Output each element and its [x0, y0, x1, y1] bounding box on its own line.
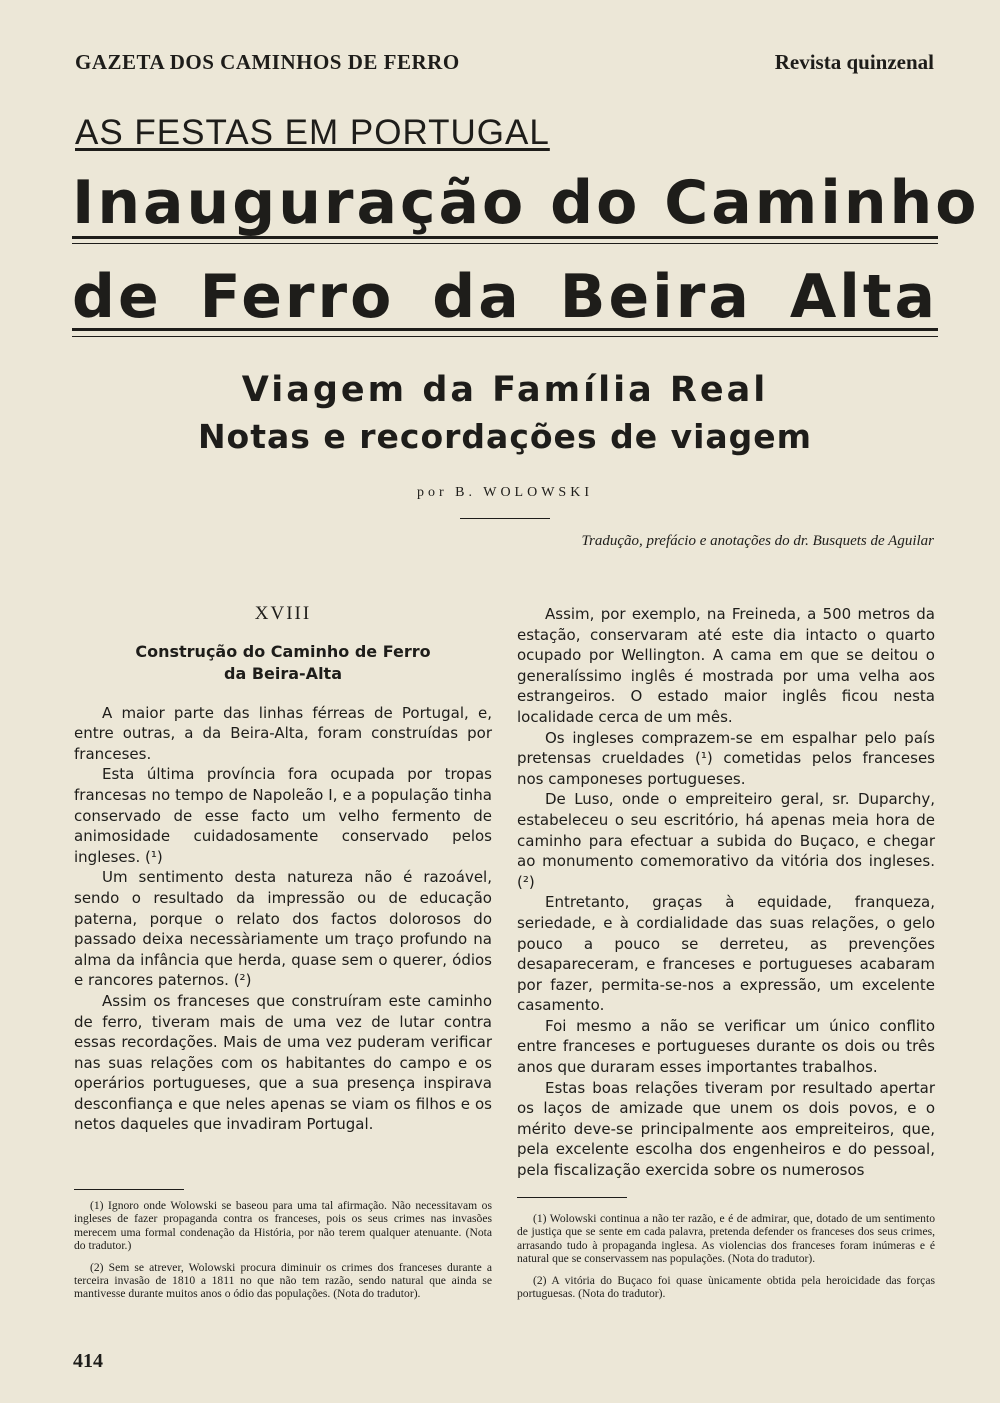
footnote: (2) A vitória do Buçaco foi quase ùnicamente obtida pela heroicidade das forças portuguesas. (Nota do tradutor). [517, 1273, 935, 1301]
title-rule-top-thin [72, 243, 938, 244]
paragraph: A maior parte das linhas férreas de Portugal, e, entre outras, a da Beira-Alta, foram construídas por franceses. [74, 703, 492, 763]
byline: por B. WOLOWSKI [416, 485, 593, 500]
footnote-rule-right [517, 1197, 627, 1198]
body-column-right [517, 604, 935, 1181]
paragraph: Entretanto, graças à equidade, franqueza, seriedade, e à cordialidade das suas relações, o gelo pouco a pouco se derreteu, as prevenções desapareceram, e franceses e portugueses acabaram por fazer, permita-se-nos a expressão, um excelente casamento. [517, 893, 935, 1015]
footnote: (1) Wolowski continua a não ter razão, e é de admirar, que, dotado de um sentimento de justiça que se sente em cada palavra, pretenda defender os franceses dos seus crimes, arrasando tudo à propaganda inglesa. As violencias dos franceses foram inúmeras e é natural que se conservassem nas populações. (Nota do tradutor). [517, 1212, 935, 1266]
section-title [74, 641, 492, 685]
paragraph: Estas boas relações tiveram por resultado apertar os laços de amizade que unem os dois povos, e o mérito deve-se principalmente aos empreiteiros, que, pela excelente escolha dos engenheiros e do pessoal, pela fiscalização exercida sobre os numerosos [517, 1078, 935, 1180]
translation-credit: Tradução, prefácio e anotações do dr. Busquets de Aguilar [581, 533, 934, 549]
footnotes-left [74, 1199, 492, 1309]
paragraph: Os ingleses comprazem-se em espalhar pelo país pretensas crueldades (¹) cometidas pelos franceses nos camponeses portugueses. [517, 728, 935, 788]
section-number: XVIII [254, 603, 312, 624]
paragraph: Assim os franceses que construíram este caminho de ferro, tiveram mais de uma vez de lutar contra essas recordações. Mais de uma vez puderam verificar nas suas relações com os habitantes do campo e os operários portugueses, que a sua presença inspirava desconfiança e que neles apenas se viam os filhos e os netos daqueles que invadiram Portugal. [74, 991, 492, 1134]
paragraph: Um sentimento desta natureza não é razoável, sendo o resultado da impressão ou de educação paterna, porque o relato dos factos dolorosos do passado deixa necessàriamente um traço profundo na alma da infância que herda, quase sem o querer, ódios e rancores paternos. (²) [74, 868, 492, 990]
paragraph: De Luso, onde o empreiteiro geral, sr. Duparchy, estabeleceu o seu escritório, há apenas meia hora de caminho para efectuar a subida do Buçaco, e chegar ao monumento comemorativo da vitória dos ingleses. (²) [517, 790, 935, 891]
publication-name: GAZETA DOS CAMINHOS DE FERRO [75, 50, 460, 74]
footnote-rule-left [74, 1189, 184, 1190]
article-title-line-2: de Ferro da Beira Alta [72, 262, 938, 332]
body-column-left [74, 604, 492, 1135]
article-kicker: AS FESTAS EM PORTUGAL [75, 113, 550, 152]
footnote: (2) Sem se atrever, Wolowski procura diminuir os crimes dos franceses durante a terceira invasão de 1810 a 1811 no que não tem razão, sendo natural que ainda se mantivesse durante muitos anos o ódio das populações. (Nota do tradutor). [74, 1260, 492, 1301]
paragraph: Assim, por exemplo, na Freineda, a 500 metros da estação, conservaram até este dia intacto o quarto ocupado por Wellington. A cama em que se deitou o generalíssimo inglês é mostrada por uma velha aos estrangeiros. O estado maior inglês ficou nesta localidade cerca de um mês. [517, 605, 935, 726]
title-rule-bottom-thin [72, 336, 938, 337]
footnote: (1) Ignoro onde Wolowski se baseou para uma tal afirmação. Não necessitavam os ingleses de fazer propaganda contra os franceses, pois os seus crimes nas invasões merecem uma formal condenação da História, por não terem qualquer atenuante. (Nota do tradutor.) [74, 1199, 492, 1253]
publication-frequency: Revista quinzenal [774, 50, 934, 74]
title-rule-bottom-thick [72, 328, 938, 331]
section-title-line-2: da Beira-Alta [224, 663, 342, 683]
article-subtitle-line-1: Viagem da Família Real [241, 370, 769, 410]
article-title-line-1: Inauguração do Caminho [72, 168, 980, 238]
article-subtitle-line-2: Notas e recordações de viagem [197, 417, 813, 456]
paragraph: Foi mesmo a não se verificar um único conflito entre franceses e portugueses durante os dois ou três anos que duraram esses importantes trabalhos. [517, 1016, 935, 1077]
paragraph: Esta última província fora ocupada por tropas francesas no tempo de Napoleão I, e a população tinha conservado de esse facto um velho fermento de animosidade cuidadosamente conservado pelos ingleses. (¹) [74, 765, 492, 866]
page-number: 414 [73, 1350, 103, 1372]
footnotes-right [517, 1212, 935, 1308]
byline-rule [460, 518, 550, 519]
section-title-line-1: Construção do Caminho de Ferro [135, 641, 431, 661]
